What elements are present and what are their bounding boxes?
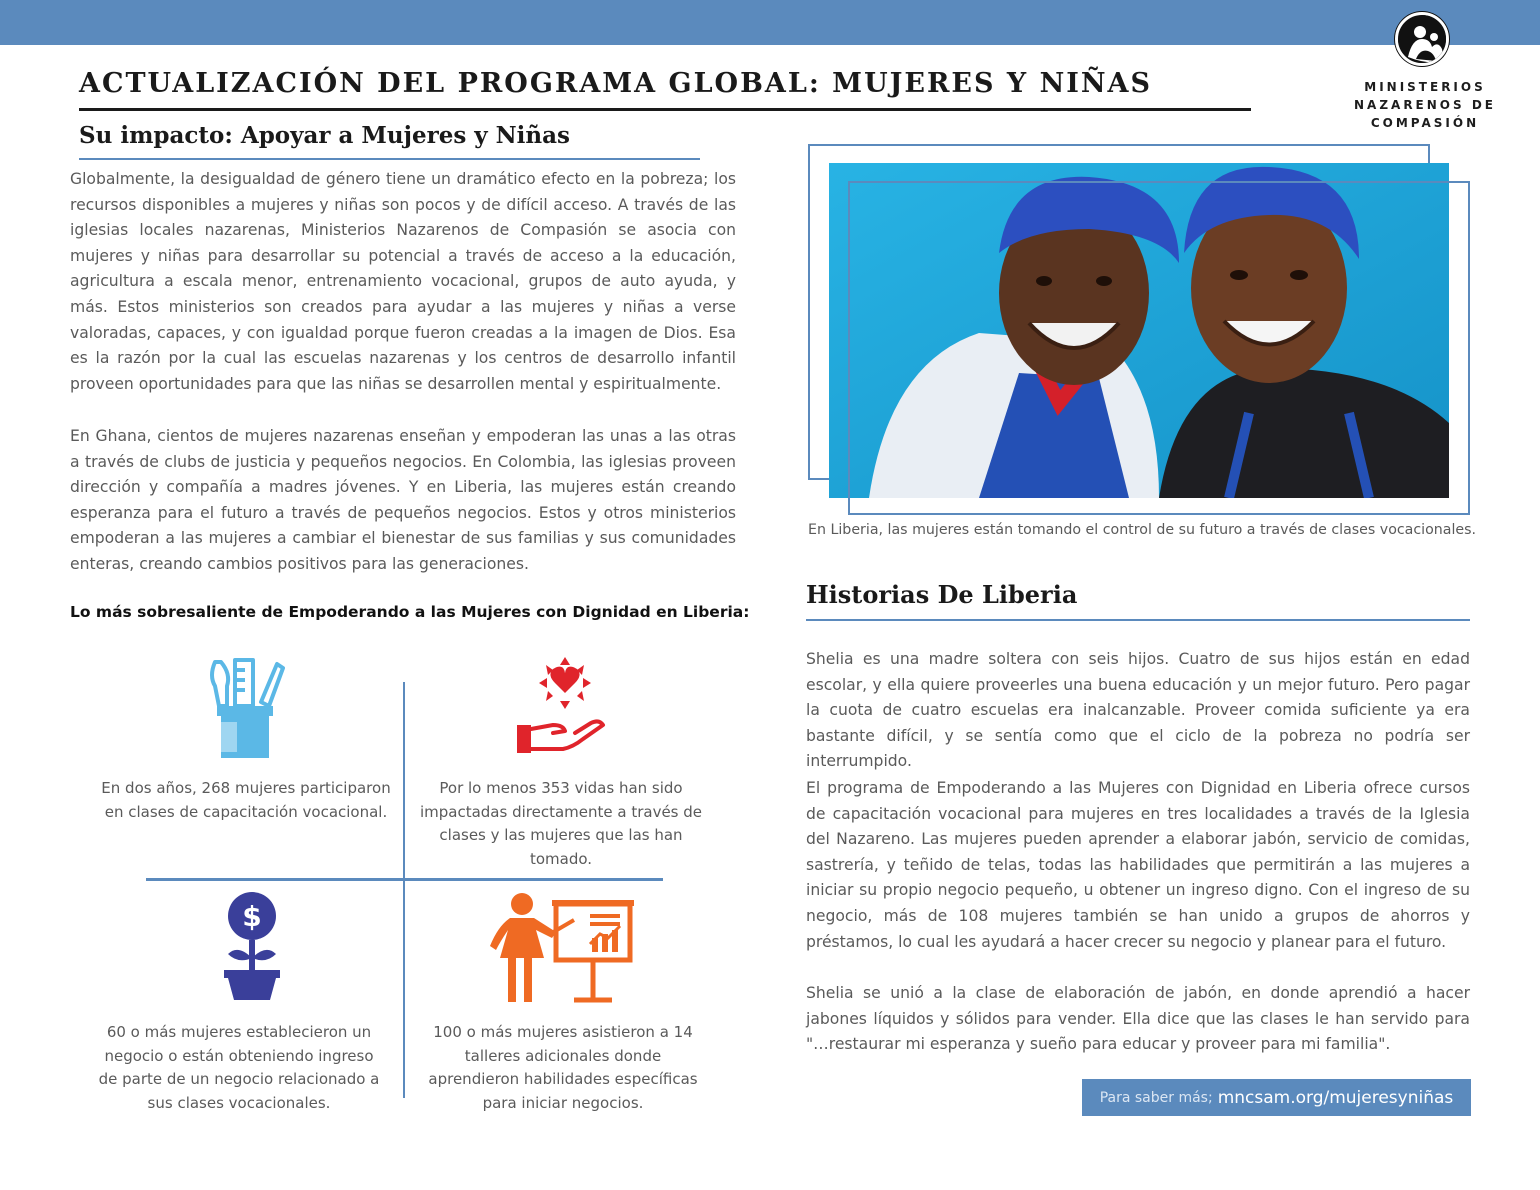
top-banner: [0, 0, 1540, 45]
impact-divider: [79, 158, 700, 160]
page-title: ACTUALIZACIÓN DEL PROGRAMA GLOBAL: MUJERES Y NIÑAS: [79, 68, 1153, 99]
stories-paragraph-2: El programa de Empoderando a las Mujeres con Dignidad en Liberia ofrece cursos de capacitación vocacional para mujeres en tres localidades a través de la Iglesia del Nazareno. Las mujeres pueden aprender a elaborar jabón, servicio de comidas, sastrería, y teñido de telas, todas las habilidades que permitirán a las mujeres a iniciar su propio negocio pequeño, u obtener un ingreso digno. Con el ingreso de su negocio, más de 108 mujeres también se han unido a grupos de ahorros y préstamos, lo cual les ayudará a hacer crecer su negocio y planear para el futuro.: [806, 779, 1470, 951]
compassion-emblem-icon: [1395, 12, 1449, 66]
learn-more-banner: [1082, 1079, 1471, 1116]
highlights-vertical-divider: [403, 682, 405, 1098]
stories-paragraph-1: Shelia es una madre soltera con seis hijos. Cuatro de sus hijos están en edad escolar, y ella quiere proveerles una buena educación y un mejor futuro. Pero pagar la cuota de cuatro escuelas era inalcanzable. Proveer comida suficiente ya era bastante difícil, y se sentía como que el ciclo de la pobreza no podría ser interrumpido.: [806, 650, 1470, 771]
stories-paragraph-3: Shelia se unió a la clase de elaboración de jabón, en donde aprendió a hacer jabones líquidos y sólidos para vender. Ella dice que las clases le han servido para "…restaurar mi esperanza y sueño para educar y proveer para mi familia".: [806, 984, 1470, 1054]
logo-line-1: MINISTERIOS: [1364, 80, 1486, 94]
presentation-board-icon: [490, 892, 634, 1004]
stories-title: Historias De Liberia: [806, 580, 1078, 609]
impact-paragraph-2: En Ghana, cientos de mujeres nazarenas enseñan y empoderan las unas a las otras a través de clubs de justicia y pequeños negocios. En Colombia, las iglesias proveen dirección y compañía a madres jóvenes. Y en Liberia, las mujeres están creando esperanza para el futuro a través de pequeños negocios. Estos y otros ministerios empoderan a las mujeres a cambiar el bienestar de sus familias y sus comunidades enteras, creando cambios positivos para las generaciones.: [70, 427, 736, 573]
logo-text: [1340, 78, 1510, 132]
impact-paragraph-1: Globalmente, la desigualdad de género tiene un dramático efecto en la pobreza; los recursos disponibles a mujeres y niñas son pocos y de difícil acceso. A través de las iglesias locales nazarenas, Ministerios Nazarenos de Compasión se asocia con mujeres y niñas para desarrollar su potencial a través de acceso a la educación, agricultura a escala menor, entrenamiento vocacional, grupos de auto ayuda, y más. Estos ministerios son creados para ayudar a las mujeres y niñas a verse valoradas, capaces, y con igualdad porque fueron creadas a la imagen de Dios. Esa es la razón por la cual las escuelas nazarenas y los centros de desarrollo infantil proveen oportunidades para que las niñas se desarrollen mental y espiritualmente.: [70, 170, 736, 393]
logo-line-3: COMPASIÓN: [1370, 116, 1480, 130]
heart-in-hand-icon: [513, 657, 607, 759]
stat-text-1: En dos años, 268 mujeres participaron en clases de capacitación vocacional.: [101, 779, 391, 821]
stat-text-4: 100 o más mujeres asistieron a 14 talleres adicionales donde aprendieron habilidades específicas para iniciar negocios.: [428, 1023, 698, 1112]
learn-more-link[interactable]: mncsam.org/mujeresyniñas: [1217, 1087, 1454, 1108]
highlights-heading: Lo más sobresaliente de Empoderando a las Mujeres con Dignidad en Liberia:: [70, 603, 750, 621]
logo-line-2: NAZARENOS DE: [1354, 98, 1496, 112]
stat-text-2: Por lo menos 353 vidas han sido impactadas directamente a través de clases y las mujeres que las han tomado.: [419, 779, 703, 868]
photo-caption: En Liberia, las mujeres están tomando el control de su futuro a través de clases vocacionales.: [808, 522, 1477, 538]
pencil-cup-icon: [205, 656, 285, 760]
stories-divider: [806, 619, 1470, 621]
learn-more-prefix: Para saber más;: [1099, 1089, 1213, 1106]
highlights-horizontal-divider: [146, 878, 663, 881]
money-plant-icon: [220, 892, 284, 1002]
impact-subtitle: Su impacto: Apoyar a Mujeres y Niñas: [79, 122, 570, 149]
svg-text:$: $: [242, 900, 262, 933]
title-divider: [79, 108, 1251, 111]
stat-text-3: 60 o más mujeres establecieron un negocio o están obteniendo ingreso de parte de un negocio relacionado a sus clases vocacionales.: [98, 1023, 380, 1112]
organization-logo[interactable]: [1340, 12, 1510, 137]
photo-frame-front: [848, 181, 1470, 515]
